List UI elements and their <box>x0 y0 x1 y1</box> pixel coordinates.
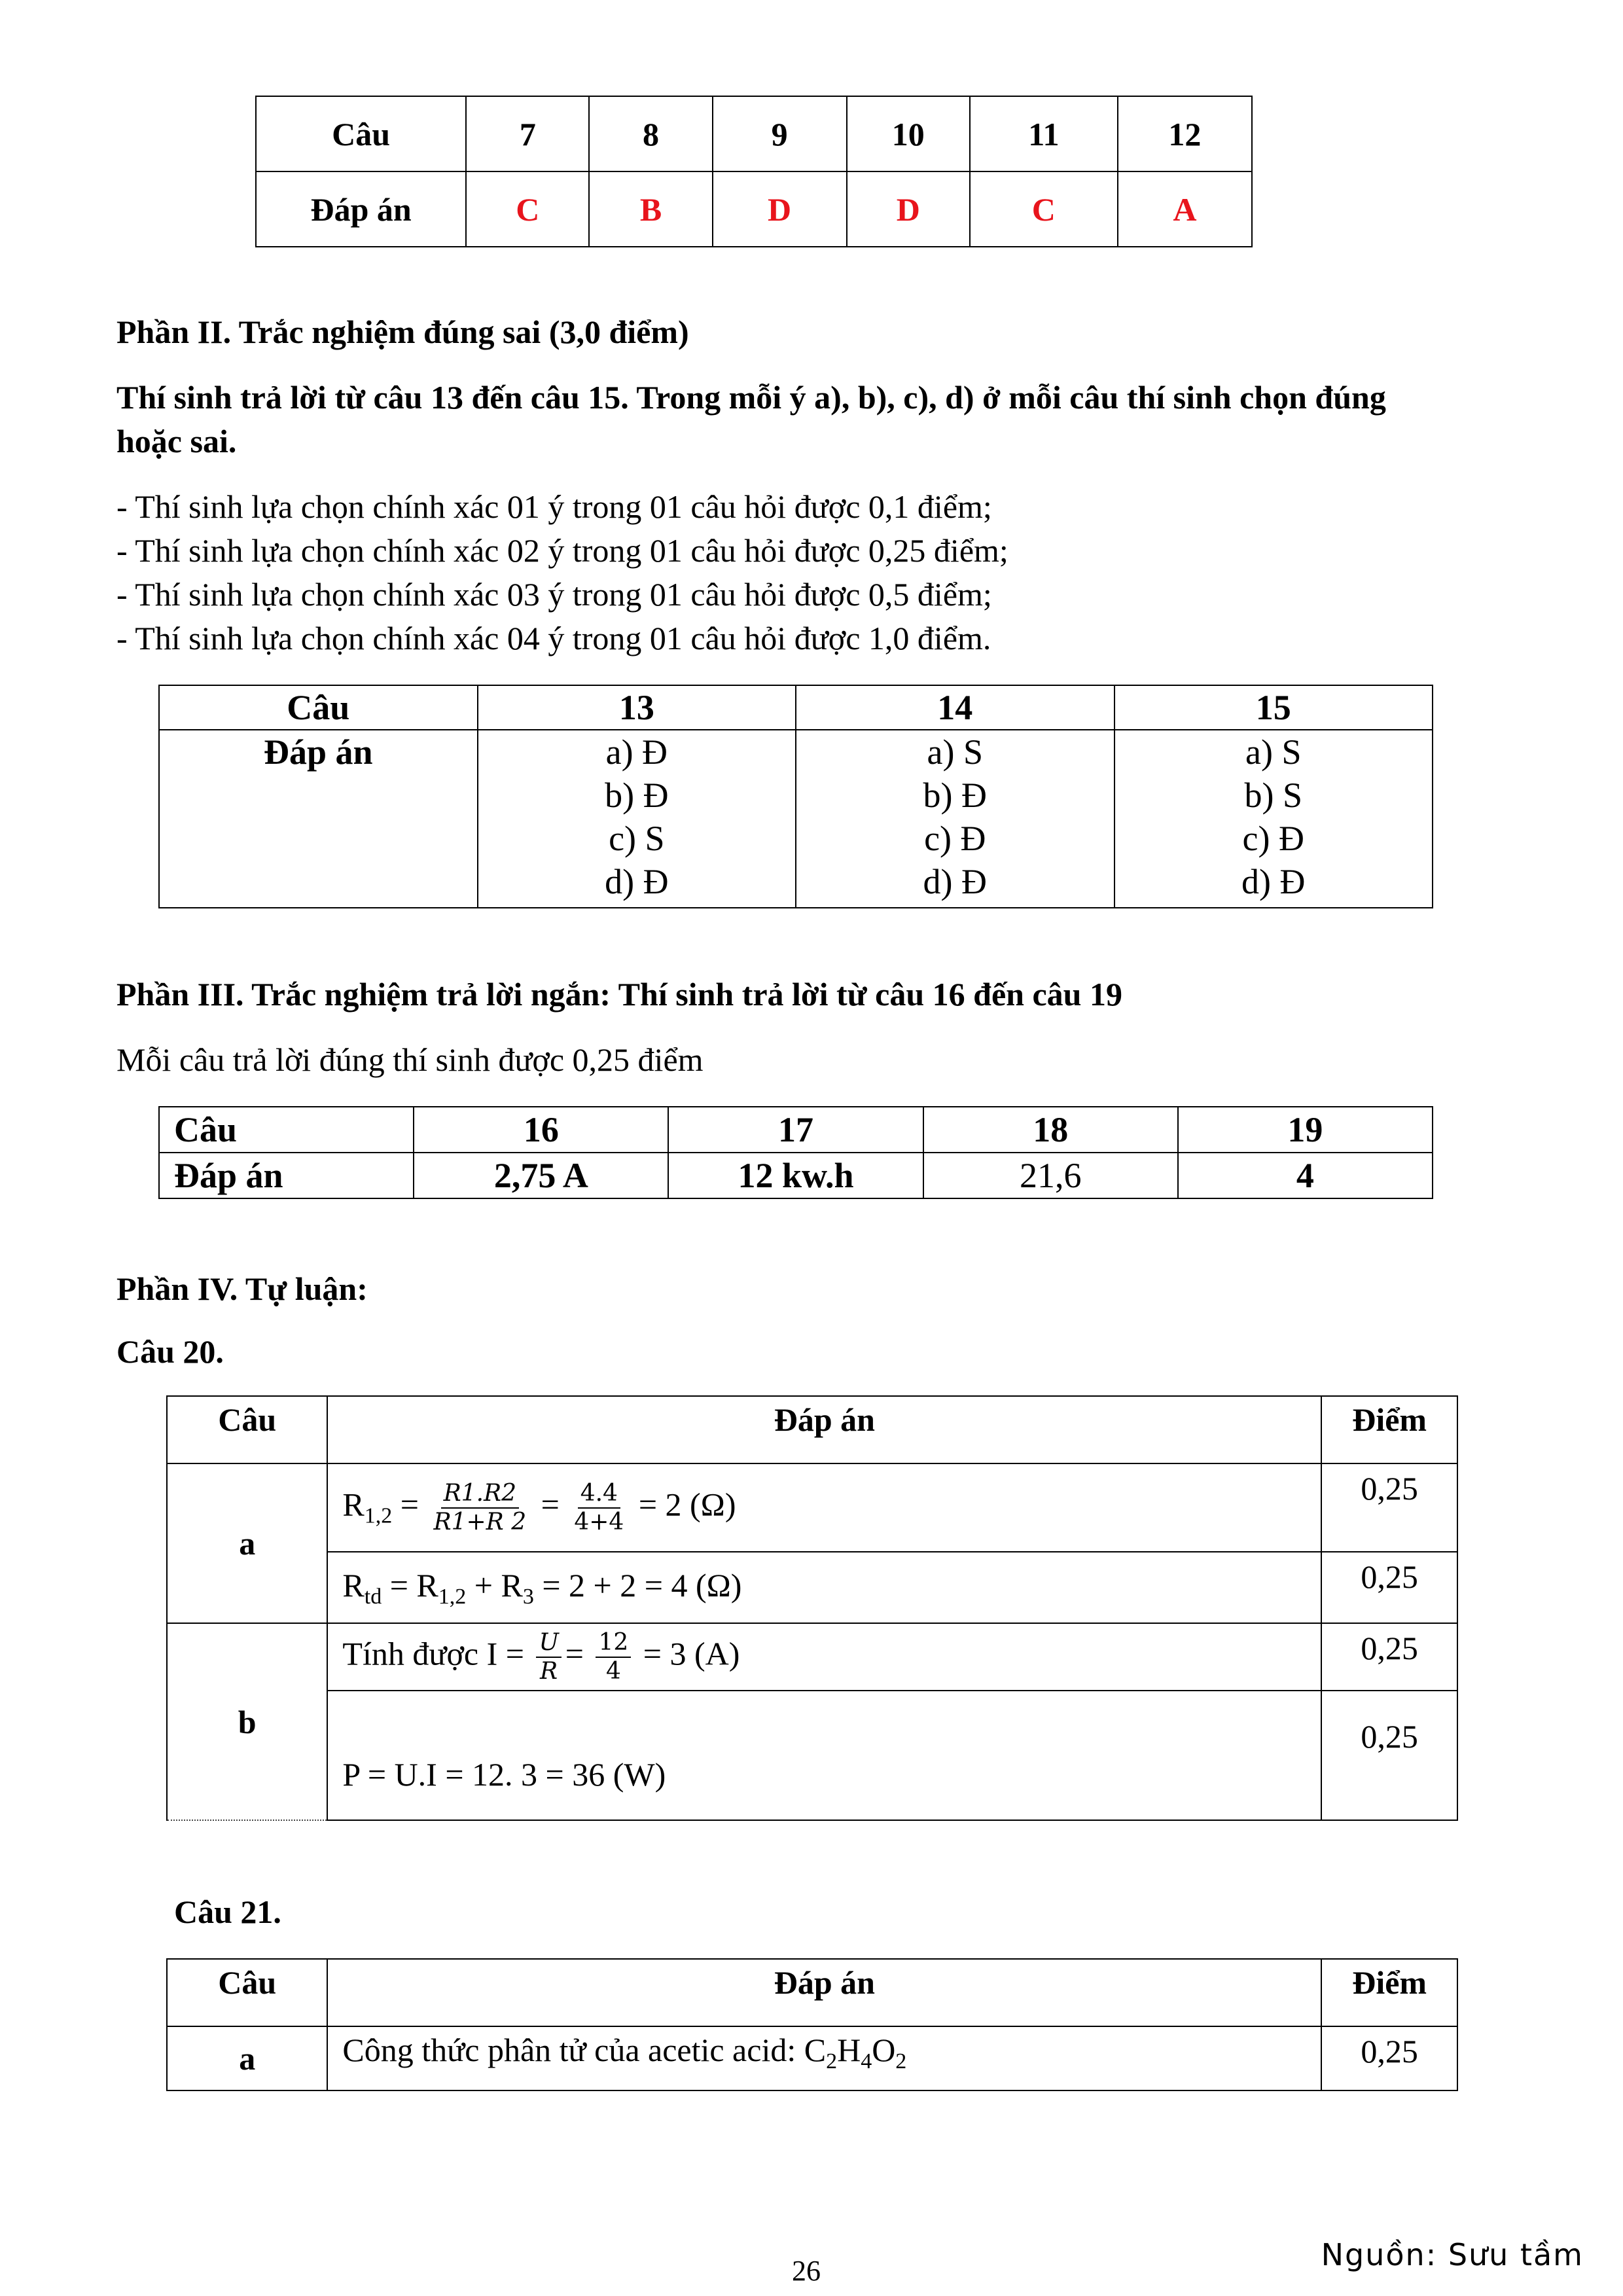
tf-answer: d) Đ <box>605 862 669 901</box>
q20-part-b-label: b <box>167 1623 327 1820</box>
q20-a2-sub3: 3 <box>522 1584 534 1609</box>
q21-a-prefix: Công thức phân tử của acetic acid: C <box>342 2032 827 2068</box>
mc-answer-label: Đáp án <box>256 171 466 247</box>
q20-a1-eq2: = <box>541 1485 560 1522</box>
q20-b2-answer: P = U.I = 12. 3 = 36 (W) <box>327 1691 1321 1820</box>
mc-question: 11 <box>970 96 1118 171</box>
q20-a2-result: = 2 + 2 = 4 (Ω) <box>533 1566 742 1604</box>
q20-score: 0,25 <box>1321 1691 1457 1820</box>
q20-a2-sub2: 1,2 <box>438 1584 467 1609</box>
sa-answer-row <box>159 1153 1433 1198</box>
short-answer-table <box>158 1106 1433 1199</box>
tf-question: 13 <box>478 685 796 730</box>
fraction-denominator: 4 <box>605 1657 621 1685</box>
q20-title: Câu 20. <box>116 1333 224 1370</box>
mc-question: 8 <box>589 96 712 171</box>
q20-score: 0,25 <box>1321 1552 1457 1623</box>
q20-b1-eq: = <box>565 1634 584 1672</box>
sa-answer: 21,6 <box>923 1153 1178 1198</box>
fraction-numerator: R1.R2 <box>441 1480 519 1509</box>
mc-question: 9 <box>713 96 847 171</box>
mc-question: 7 <box>466 96 589 171</box>
q20-b1-result: = 3 (A) <box>643 1634 740 1672</box>
q20-table <box>166 1395 1458 1821</box>
sa-question: 16 <box>414 1107 668 1153</box>
q20-row-a2 <box>167 1552 1457 1623</box>
tf-answer-cell <box>796 730 1114 908</box>
q21-col-header: Câu <box>167 1959 327 2026</box>
mc-answer-table <box>255 96 1253 247</box>
tf-answer: c) Đ <box>1242 819 1304 858</box>
q21-col-header: Điểm <box>1321 1959 1457 2026</box>
q20-col-header: Đáp án <box>327 1396 1321 1463</box>
sa-question: 19 <box>1178 1107 1433 1153</box>
q21-part-a-label: a <box>167 2026 327 2090</box>
tf-answer: b) Đ <box>923 776 988 815</box>
sa-question: 17 <box>668 1107 923 1153</box>
sa-answer: 2,75 A <box>414 1153 668 1198</box>
q20-b1-fraction1 <box>536 1629 561 1685</box>
q20-a1-answer <box>327 1463 1321 1552</box>
sa-header-row <box>159 1107 1433 1153</box>
formula-sub: 2 <box>895 2049 907 2073</box>
tf-header-label: Câu <box>159 685 478 730</box>
sa-question: 18 <box>923 1107 1178 1153</box>
page-number: 26 <box>792 2255 821 2287</box>
q20-part-a-label: a <box>167 1463 327 1623</box>
mc-answer: A <box>1118 171 1252 247</box>
q20-a1-result: = 2 (Ω) <box>638 1485 736 1522</box>
part2-heading: Phần II. Trắc nghiệm đúng sai (3,0 điểm) <box>116 314 689 350</box>
fraction-denominator: R <box>540 1657 558 1685</box>
q20-score: 0,25 <box>1321 1463 1457 1552</box>
formula-sub: 2 <box>826 2049 838 2073</box>
tf-answer: a) Đ <box>605 732 668 772</box>
q21-col-header: Đáp án <box>327 1959 1321 2026</box>
mc-answer: C <box>466 171 589 247</box>
mc-answer: D <box>847 171 970 247</box>
tf-answer: a) S <box>1245 732 1302 772</box>
q21-row-a <box>167 2026 1457 2090</box>
tf-answer-cell <box>1115 730 1433 908</box>
q20-score: 0,25 <box>1321 1623 1457 1691</box>
tf-question: 15 <box>1115 685 1433 730</box>
q21-title: Câu 21. <box>174 1893 281 1930</box>
mc-answer: D <box>713 171 847 247</box>
q21-header-row <box>167 1959 1457 2026</box>
footer-source: Nguồn: Sưu tầm <box>1321 2237 1584 2272</box>
tf-answer: b) S <box>1244 776 1303 815</box>
mc-question: 12 <box>1118 96 1252 171</box>
q21-score: 0,25 <box>1321 2026 1457 2090</box>
q21-table <box>166 1958 1458 2091</box>
mc-question: 10 <box>847 96 970 171</box>
q20-row-a1 <box>167 1463 1457 1552</box>
q20-col-header: Điểm <box>1321 1396 1457 1463</box>
part2-instruction-line1: Thí sinh trả lời từ câu 13 đến câu 15. Trong mỗi ý a), b), c), d) ở mỗi câu thí sinh chọn đúng <box>116 379 1386 416</box>
q20-a2-eq: = R <box>382 1566 438 1604</box>
true-false-table <box>158 685 1433 908</box>
part2-rule: - Thí sinh lựa chọn chính xác 04 ý trong 01 câu hỏi được 1,0 điểm. <box>116 620 991 656</box>
tf-answer-cell <box>478 730 796 908</box>
q20-a2-plus: + R <box>466 1566 523 1604</box>
formula-o: O <box>872 2032 896 2068</box>
tf-answer: b) Đ <box>605 776 669 815</box>
part2-rule: - Thí sinh lựa chọn chính xác 01 ý trong 01 câu hỏi được 0,1 điểm; <box>116 488 992 525</box>
fraction-numerator: U <box>536 1629 561 1658</box>
mc-answer: B <box>589 171 712 247</box>
formula-h: H <box>837 2032 861 2068</box>
q20-b1-prefix: Tính được I = <box>342 1634 524 1672</box>
tf-answer-row <box>159 730 1433 908</box>
sa-answer: 4 <box>1178 1153 1433 1198</box>
q20-a1-fraction2 <box>571 1480 626 1536</box>
tf-answer: c) Đ <box>924 819 986 858</box>
part4-heading: Phần IV. Tự luận: <box>116 1270 368 1307</box>
mc-answer: C <box>970 171 1118 247</box>
tf-answer: a) S <box>927 732 984 772</box>
tf-answer: d) Đ <box>923 862 988 901</box>
part3-heading: Phần III. Trắc nghiệm trả lời ngắn: Thí sinh trả lời từ câu 16 đến câu 19 <box>116 976 1122 1013</box>
q20-a2-sub: td <box>364 1584 382 1609</box>
q20-header-row <box>167 1396 1457 1463</box>
q20-a1-sub: 1,2 <box>364 1503 393 1528</box>
fraction-denominator: R1+R 2 <box>433 1508 527 1535</box>
q20-row-b1 <box>167 1623 1457 1691</box>
q20-b1-answer <box>327 1623 1321 1691</box>
q20-a1-r: R <box>342 1485 365 1522</box>
mc-header-row <box>256 96 1252 171</box>
sa-answer: 12 kw.h <box>668 1153 923 1198</box>
q20-row-b2 <box>167 1691 1457 1820</box>
q20-col-header: Câu <box>167 1396 327 1463</box>
q20-b1-fraction2 <box>596 1629 631 1685</box>
fraction-numerator: 4.4 <box>578 1480 620 1509</box>
q20-a2-r: R <box>342 1566 365 1604</box>
sa-answer-label: Đáp án <box>159 1153 414 1198</box>
part2-rule: - Thí sinh lựa chọn chính xác 03 ý trong 01 câu hỏi được 0,5 điểm; <box>116 576 992 613</box>
q20-a2-answer <box>327 1552 1321 1623</box>
mc-answer-row <box>256 171 1252 247</box>
sa-header-label: Câu <box>159 1107 414 1153</box>
tf-header-row <box>159 685 1433 730</box>
part2-rule: - Thí sinh lựa chọn chính xác 02 ý trong 01 câu hỏi được 0,25 điểm; <box>116 532 1008 569</box>
part3-note: Mỗi câu trả lời đúng thí sinh được 0,25 điểm <box>116 1041 704 1078</box>
fraction-denominator: 4+4 <box>574 1508 624 1535</box>
formula-sub: 4 <box>861 2049 872 2073</box>
q20-a1-eq: = <box>400 1485 419 1522</box>
tf-question: 14 <box>796 685 1114 730</box>
q20-a1-fraction1 <box>431 1480 529 1536</box>
q21-a-answer <box>327 2026 1321 2090</box>
tf-answer-label: Đáp án <box>159 730 478 908</box>
mc-header-label: Câu <box>256 96 466 171</box>
part2-instruction-line2: hoặc sai. <box>116 423 237 459</box>
tf-answer: d) Đ <box>1241 862 1306 901</box>
fraction-numerator: 12 <box>596 1629 631 1658</box>
tf-answer: c) S <box>609 819 665 858</box>
